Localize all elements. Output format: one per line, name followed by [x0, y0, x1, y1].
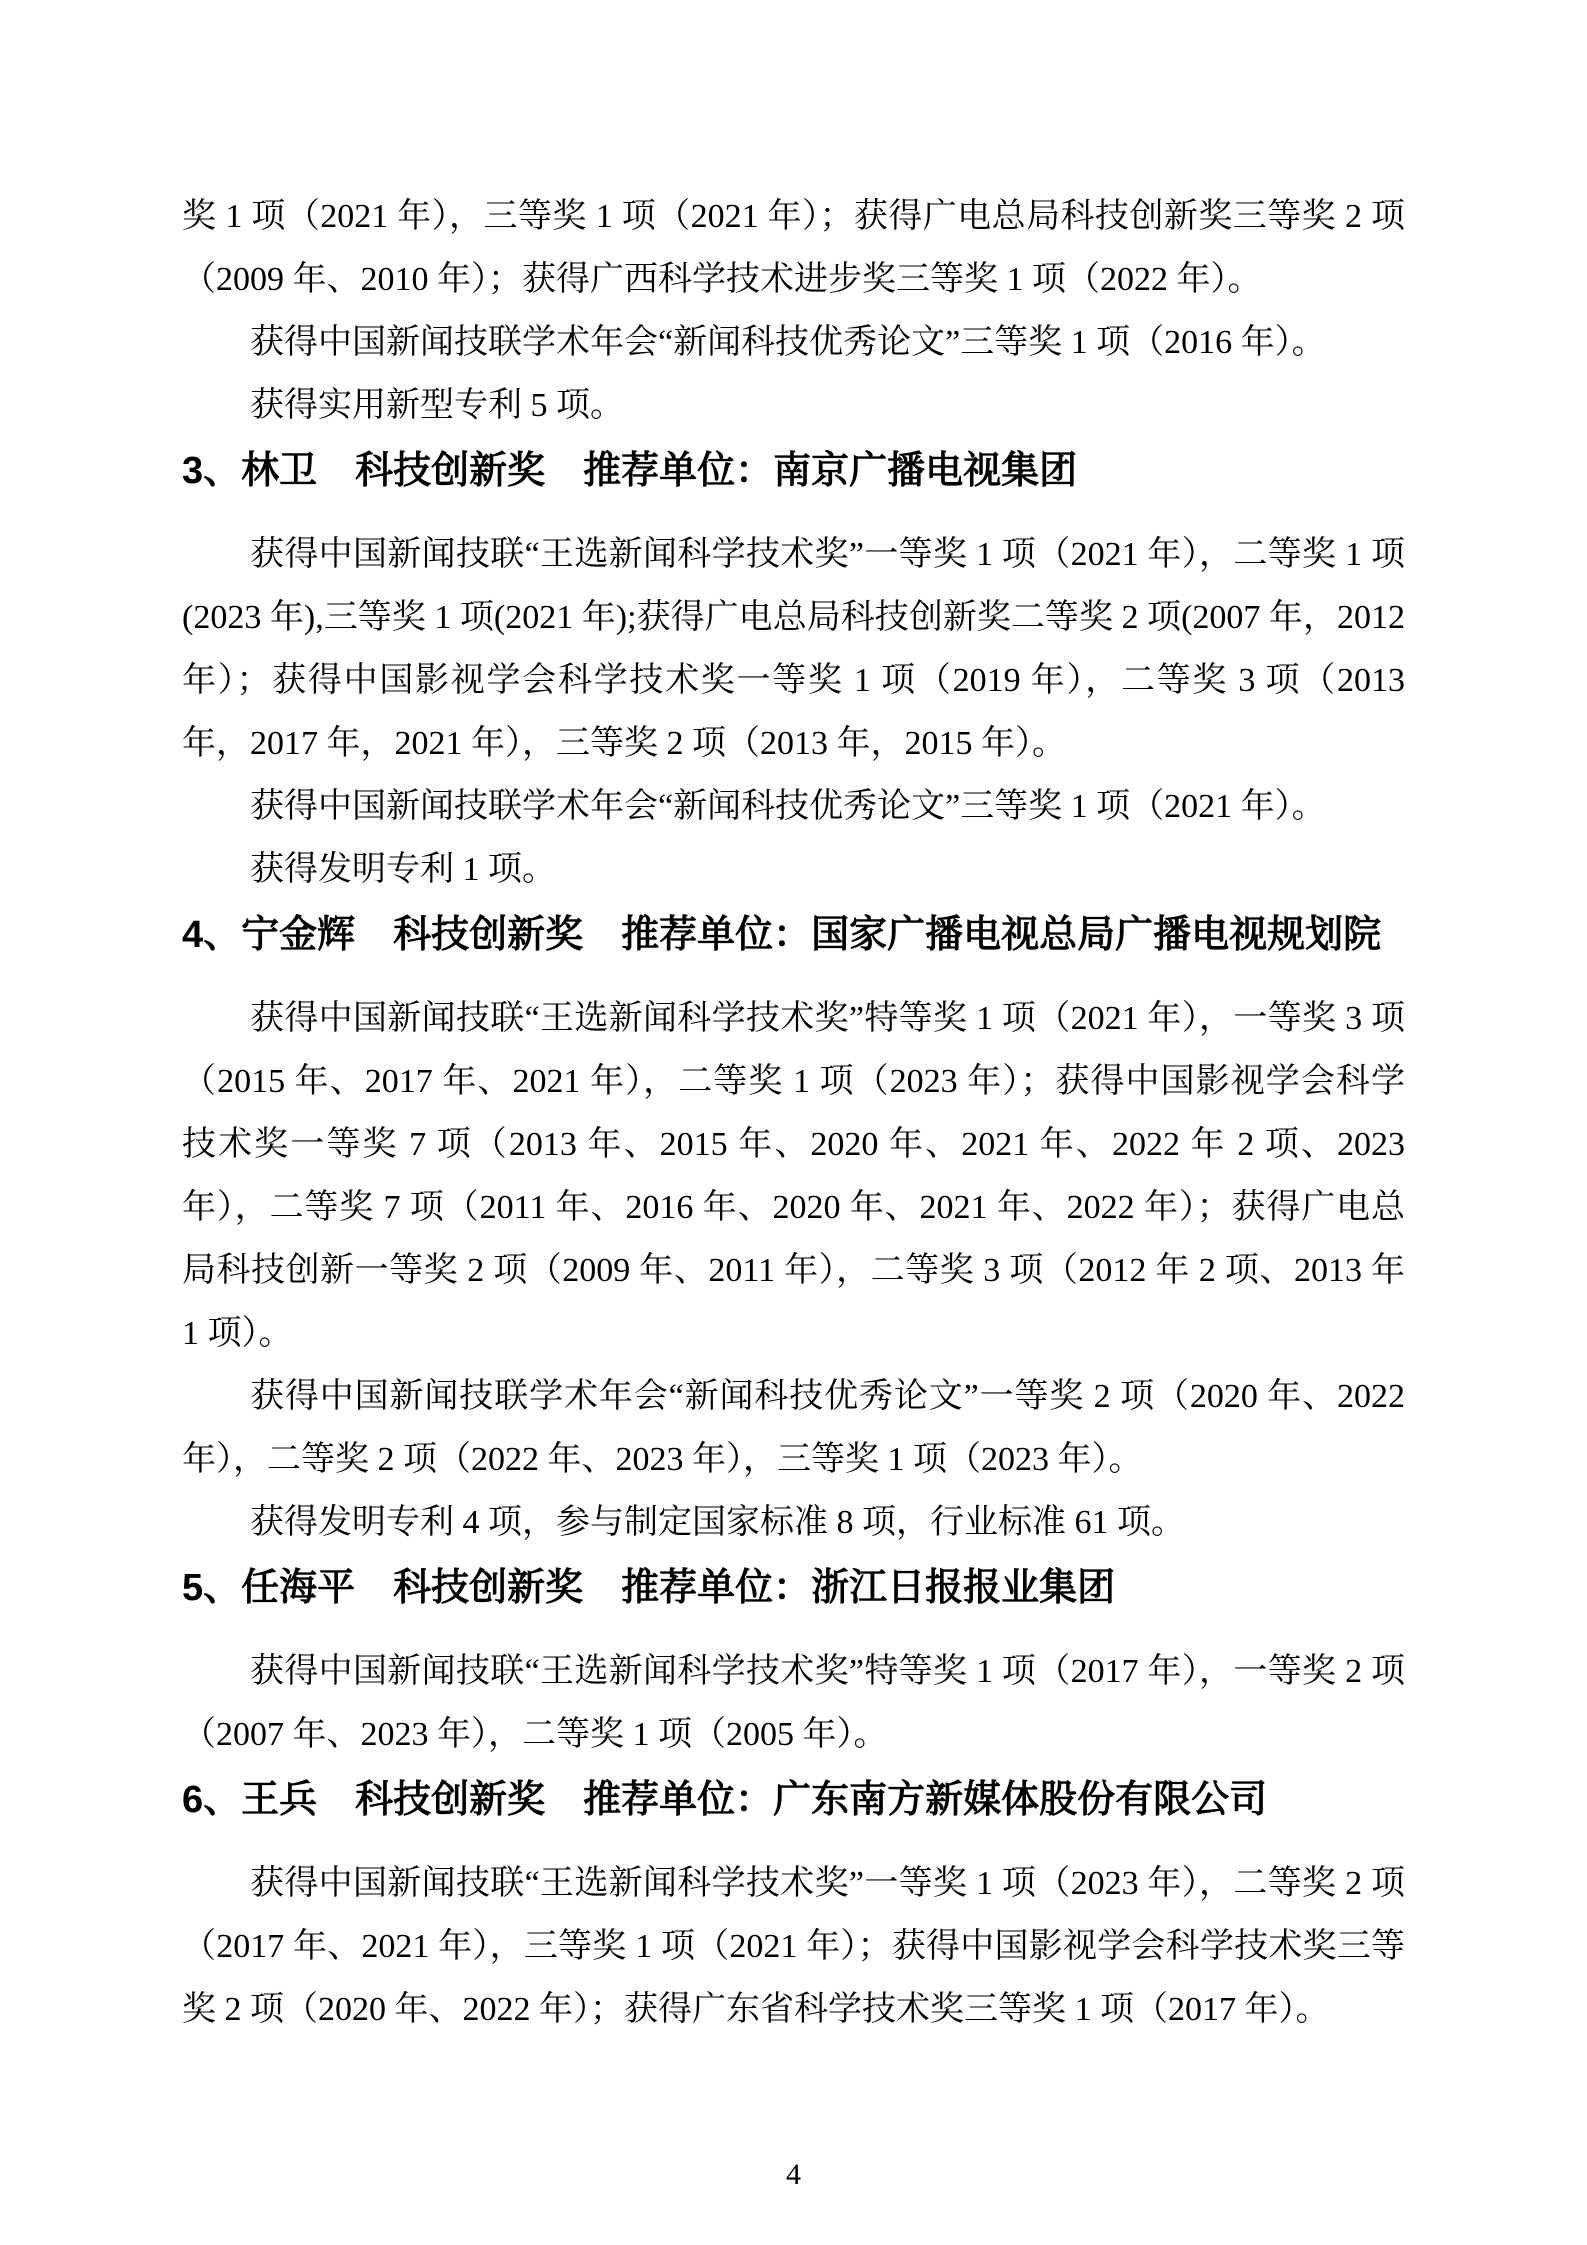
achievement-paragraph-ningjinhui-papers: 获得中国新闻技联学术年会“新闻科技优秀论文”一等奖 2 项（2020 年、2022 年），二等奖 2 项（2022 年、2023 年），三等奖 1 项（2023 年）。 [182, 1378, 1405, 1478]
nominee-heading-3-linwei: 3、林卫 科技创新奖 推荐单位：南京广播电视集团 [182, 450, 1078, 492]
achievement-paragraph-ningjinhui-awards: 获得中国新闻技联“王选新闻科学技术奖”特等奖 1 项（2021 年），一等奖 3 项（2015 年、2017 年、2021 年），二等奖 1 项（2023 年）；获得中国影视学会科学技术奖一等奖 7 项（2013 年、2015 年、2020 年、2021 年、2022 年 2 项、2023 年），二等奖 7 项（2011 年、2016 年、2020 年、2021 年、2022 年）；获得广电总局科技创新一等奖 2 项（2009 年、2011 年），二等奖 3 项（2012 年 2 项、2013 年 1 项）。 [182, 1000, 1405, 1352]
achievement-paragraph-patent-1: 获得发明专利 1 项。 [250, 851, 556, 888]
nominee-heading-4-ningjinhui: 4、宁金辉 科技创新奖 推荐单位：国家广播电视总局广播电视规划院 [182, 914, 1382, 956]
achievement-paragraph-paper-2016: 获得中国新闻技联学术年会“新闻科技优秀论文”三等奖 1 项（2016 年）。 [250, 324, 1326, 361]
continuation-paragraph: 奖 1 项（2021 年），三等奖 1 项（2021 年）；获得广电总局科技创新奖三等奖 2 项（2009 年、2010 年）；获得广西科学技术进步奖三等奖 1 项（2022 年）。 [182, 198, 1405, 298]
achievement-paragraph-ningjinhui-patents-standards: 获得发明专利 4 项，参与制定国家标准 8 项，行业标准 61 项。 [250, 1504, 1185, 1541]
achievement-paragraph-patent-5: 获得实用新型专利 5 项。 [250, 387, 624, 424]
nominee-heading-6-wangbing: 6、王兵 科技创新奖 推荐单位：广东南方新媒体股份有限公司 [182, 1779, 1268, 1821]
achievement-paragraph-wangbing-awards: 获得中国新闻技联“王选新闻科学技术奖”一等奖 1 项（2023 年），二等奖 2 项（2017 年、2021 年），三等奖 1 项（2021 年）；获得中国影视学会科学技术奖三等奖 2 项（2020 年、2022 年）；获得广东省科学技术奖三等奖 1 项（2017 年）。 [182, 1865, 1405, 2028]
achievement-paragraph-renhaiping-awards: 获得中国新闻技联“王选新闻科学技术奖”特等奖 1 项（2017 年），一等奖 2 项（2007 年、2023 年），二等奖 1 项（2005 年）。 [182, 1653, 1405, 1753]
nominee-heading-5-renhaiping: 5、任海平 科技创新奖 推荐单位：浙江日报报业集团 [182, 1567, 1116, 1609]
achievement-paragraph-paper-2021: 获得中国新闻技联学术年会“新闻科技优秀论文”三等奖 1 项（2021 年）。 [250, 788, 1326, 825]
page-number: 4 [786, 2158, 801, 2191]
achievement-paragraph-linwei-awards: 获得中国新闻技联“王选新闻科学技术奖”一等奖 1 项（2021 年），二等奖 1 项(2023 年),三等奖 1 项(2021 年);获得广电总局科技创新奖二等奖 2 项(2007 年，2012 年）；获得中国影视学会科学技术奖一等奖 1 项（2019 年），二等奖 3 项（2013 年，2017 年，2021 年），三等奖 2 项（2013 年，2015 年）。 [182, 536, 1405, 762]
